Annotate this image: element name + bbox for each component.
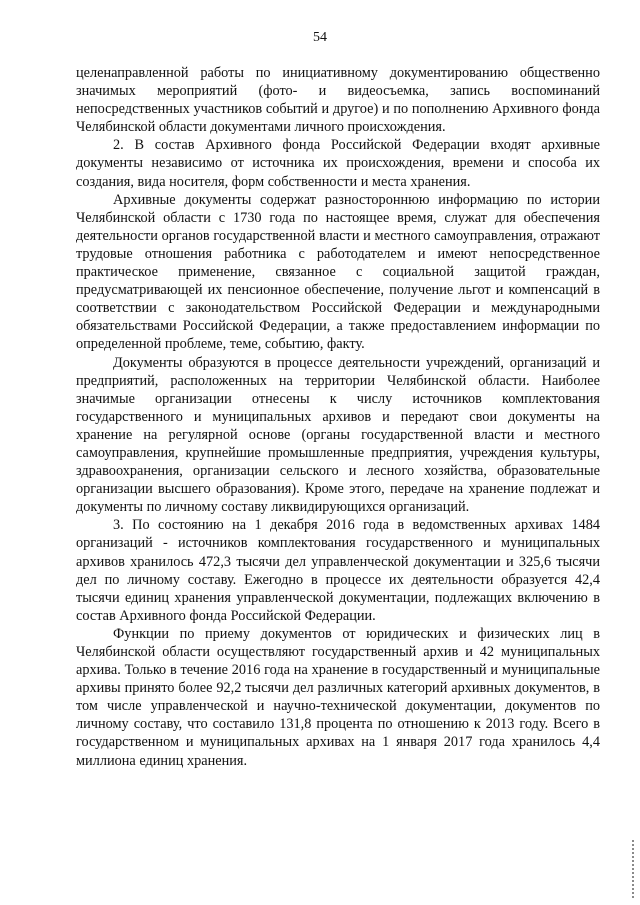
paragraph-document-sources: Документы образуются в процессе деятельности учреждений, организаций и предприятий, расположенных на территории Челябинской области. Наиболее значимые организации отнесены к числу источников комплектования государственного и муниципальных архивов и передают свои документы на хранение на регулярной основе (органы государственной власти и местного самоуправления, крупнейшие промышленные предприятия, учреждения культуры, здравоохранения, организации сельского и лесного хозяйства, образовательные организации высшего образования). Кроме этого, передаче на хранение подлежат и документы по личному составу ликвидирующихся организаций. bbox=[76, 354, 600, 516]
paragraph-item-2: 2. В состав Архивного фонда Российской Федерации входят архивные документы независимо от источника их происхождения, времени и способа их создания, вида носителя, форм собственности и места хранения. bbox=[76, 137, 600, 190]
scan-edge-mark bbox=[632, 840, 634, 898]
paragraph-continuation: целенаправленной работы по инициативному документированию общественно значимых мероприятий (фото- и видеосъемка, запись воспоминаний непосредственных участников событий и другое) и по пополнению Архивного фонда Челябинской области документами личного происхождения. bbox=[76, 65, 600, 136]
document-body bbox=[76, 64, 600, 770]
page-number: 54 bbox=[313, 30, 327, 45]
paragraph-archive-functions: Функции по приему документов от юридических и физических лиц в Челябинской области осуществляют государственный архив и 42 муниципальных архива. Только в течение 2016 года на хранение в государственный и муниципальные архивы принято более 92,2 тысячи дел различных категорий архивных документов, в том числе управленческой и научно-технической документации, документов по личному составу, что составило 131,8 процента по отношению к 2013 году. Всего в государственном и муниципальных архивах на 1 января 2017 года хранилось 4,4 миллиона единиц хранения. bbox=[76, 625, 600, 769]
paragraph-archival-documents: Архивные документы содержат разностороннюю информацию по истории Челябинской области с 1730 года по настоящее время, служат для обеспечения деятельности органов государственной власти и местного самоуправления, отражают трудовые отношения работника с работодателем и имеют непосредственное практическое применение, связанное с социальной защитой граждан, предусматривающей их пенсионное обеспечение, получение льгот и компенсаций в соответствии с законодательством Российской Федерации и международными обязательствами Российской Федерации, а также предоставлением информации по определенной проблеме, теме, событию, факту. bbox=[76, 191, 600, 353]
paragraph-item-3: 3. По состоянию на 1 декабря 2016 года в ведомственных архивах 1484 организаций - источников комплектования государственного и муниципальных архивов хранилось 472,3 тысячи дел управленческой документации и 325,6 тысячи дел по личному составу. Ежегодно в процессе их деятельности образуется 42,4 тысячи единиц хранения управленческой документации, подлежащих включению в состав Архивного фонда Российской Федерации. bbox=[76, 517, 600, 624]
